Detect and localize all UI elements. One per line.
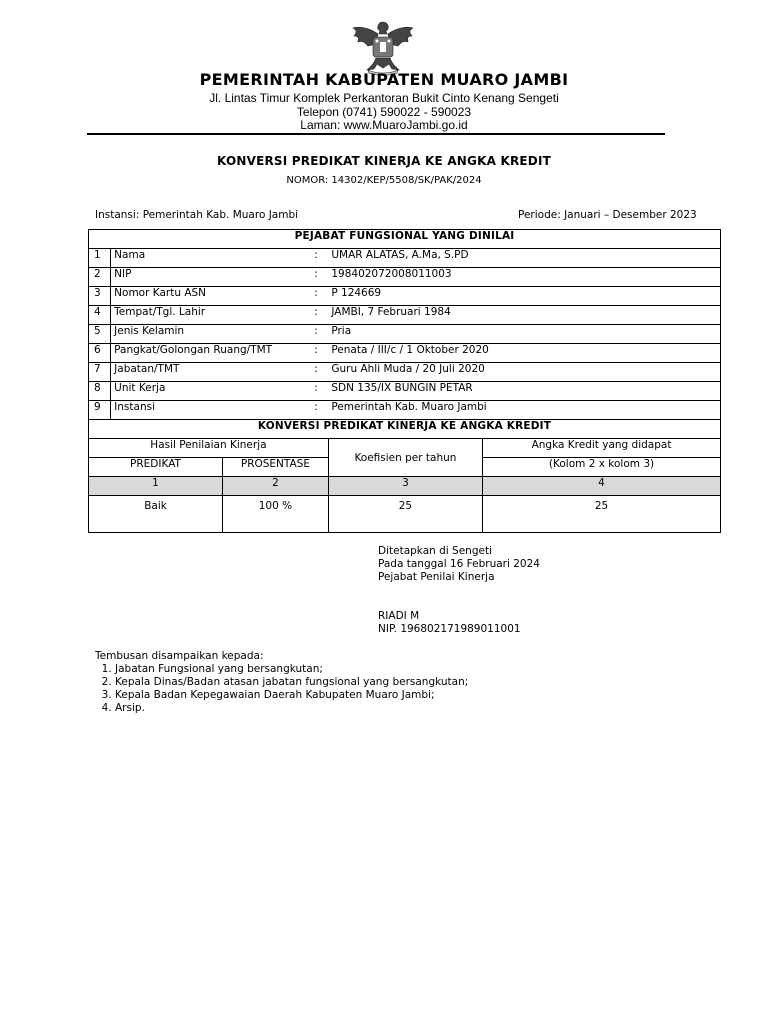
predikat-header: PREDIKAT	[89, 458, 223, 477]
row-number: 5	[89, 325, 111, 344]
prosentase-header: PROSENTASE	[223, 458, 329, 477]
field-label: NIP	[111, 268, 315, 287]
row-number: 6	[89, 344, 111, 363]
column-number: 3	[328, 477, 482, 496]
field-value: Pria	[328, 325, 720, 344]
row-number: 3	[89, 287, 111, 306]
prosentase-value: 100 %	[223, 496, 329, 533]
field-label: Jabatan/TMT	[111, 363, 315, 382]
column-number: 4	[483, 477, 721, 496]
field-separator: :	[314, 268, 328, 287]
field-value: UMAR ALATAS, A.Ma, S.PD	[328, 249, 720, 268]
table-row	[89, 268, 721, 287]
field-label: Nomor Kartu ASN	[111, 287, 315, 306]
credit-score-value: 25	[483, 496, 721, 533]
field-label: Jenis Kelamin	[111, 325, 315, 344]
row-number: 9	[89, 401, 111, 420]
signature-place: Ditetapkan di Sengeti	[378, 545, 492, 557]
letterhead-divider	[87, 133, 665, 135]
row-number: 1	[89, 249, 111, 268]
table-row	[89, 306, 721, 325]
credit-score-header: Angka Kredit yang didapat	[483, 439, 721, 458]
signature-date: Pada tanggal 16 Februari 2024	[378, 558, 540, 570]
field-label: Instansi	[111, 401, 315, 420]
table-row	[89, 325, 721, 344]
performance-result-header: Hasil Penilaian Kinerja	[89, 439, 329, 458]
copies-list	[95, 663, 468, 715]
official-heading: PEJABAT FUNGSIONAL YANG DINILAI	[89, 230, 721, 249]
field-value: P 124669	[328, 287, 720, 306]
phone-line: Telepon (0741) 590022 - 590023	[296, 105, 472, 119]
field-label: Tempat/Tgl. Lahir	[111, 306, 315, 325]
field-value: JAMBI, 7 Februari 1984	[328, 306, 720, 325]
address-line: Jl. Lintas Timur Komplek Perkantoran Bukit Cinto Kenang Sengeti	[209, 91, 559, 105]
list-item: 4. Arsip.	[115, 702, 468, 715]
copies-heading: Tembusan disampaikan kepada:	[95, 650, 264, 662]
coefficient-value: 25	[328, 496, 482, 533]
row-number: 8	[89, 382, 111, 401]
row-number: 7	[89, 363, 111, 382]
conversion-header-row	[89, 439, 721, 458]
field-separator: :	[314, 287, 328, 306]
signer-nip: NIP. 196802171989011001	[378, 623, 521, 635]
list-item: 1. Jabatan Fungsional yang bersangkutan;	[115, 663, 468, 676]
field-value: Guru Ahli Muda / 20 Juli 2020	[328, 363, 720, 382]
table-row	[89, 382, 721, 401]
field-value: 198402072008011003	[328, 268, 720, 287]
field-separator: :	[314, 325, 328, 344]
signer-name: RIADI M	[378, 610, 420, 622]
signature-role: Pejabat Penilai Kinerja	[378, 571, 495, 583]
field-separator: :	[314, 382, 328, 401]
credit-formula-note: (Kolom 2 x kolom 3)	[483, 458, 721, 477]
field-label: Pangkat/Golongan Ruang/TMT	[111, 344, 315, 363]
assessment-table	[88, 229, 721, 533]
table-row	[89, 363, 721, 382]
garuda-emblem-icon	[350, 18, 416, 76]
predikat-value: Baik	[89, 496, 223, 533]
periode-label: Periode: Januari – Desember 2023	[518, 209, 697, 221]
row-number: 4	[89, 306, 111, 325]
field-separator: :	[314, 363, 328, 382]
government-title: PEMERINTAH KABUPATEN MUARO JAMBI	[199, 70, 569, 89]
signature-block	[378, 545, 540, 636]
field-separator: :	[314, 344, 328, 363]
conversion-value-row	[89, 496, 721, 533]
document-number: NOMOR: 14302/KEP/5508/SK/PAK/2024	[286, 175, 482, 186]
table-row	[89, 344, 721, 363]
field-value: Pemerintah Kab. Muaro Jambi	[328, 401, 720, 420]
field-label: Nama	[111, 249, 315, 268]
copies-section	[95, 650, 468, 715]
list-item: 3. Kepala Badan Kepegawaian Daerah Kabupaten Muaro Jambi;	[115, 689, 468, 702]
table-row	[89, 249, 721, 268]
field-label: Unit Kerja	[111, 382, 315, 401]
conversion-heading-row	[89, 420, 721, 439]
column-number-row	[89, 477, 721, 496]
field-separator: :	[314, 401, 328, 420]
website-line: Laman: www.MuaroJambi.go.id	[300, 118, 468, 132]
field-value: SDN 135/IX BUNGIN PETAR	[328, 382, 720, 401]
field-separator: :	[314, 306, 328, 325]
column-number: 1	[89, 477, 223, 496]
column-number: 2	[223, 477, 329, 496]
field-separator: :	[314, 249, 328, 268]
coefficient-header: Koefisien per tahun	[328, 439, 482, 477]
instansi-label: Instansi: Pemerintah Kab. Muaro Jambi	[95, 209, 299, 221]
table-row	[89, 287, 721, 306]
document-title: KONVERSI PREDIKAT KINERJA KE ANGKA KREDIT	[216, 154, 552, 168]
conversion-heading: KONVERSI PREDIKAT KINERJA KE ANGKA KREDIT	[89, 420, 721, 439]
field-value: Penata / III/c / 1 Oktober 2020	[328, 344, 720, 363]
row-number: 2	[89, 268, 111, 287]
table-row	[89, 401, 721, 420]
official-heading-row	[89, 230, 721, 249]
list-item: 2. Kepala Dinas/Badan atasan jabatan fungsional yang bersangkutan;	[115, 676, 468, 689]
